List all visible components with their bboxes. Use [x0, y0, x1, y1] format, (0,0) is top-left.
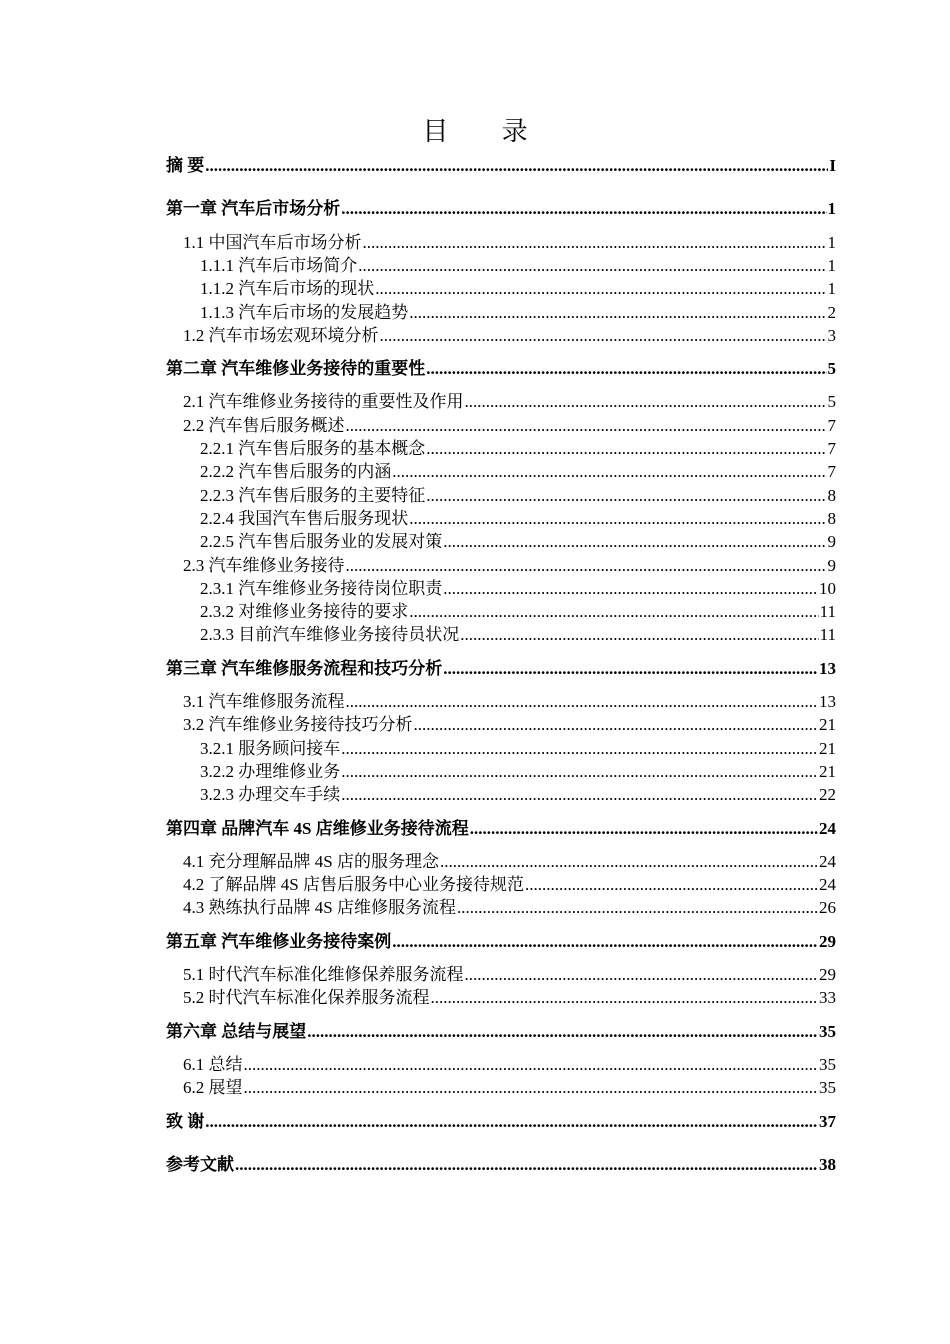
toc-page-number: 1 [827, 232, 836, 252]
toc-page-number: 29 [819, 931, 836, 951]
toc-page-number: 11 [819, 625, 836, 645]
toc-page-number: 38 [819, 1154, 836, 1174]
toc-dot-leader [341, 197, 826, 220]
toc-dot-leader [346, 414, 827, 437]
toc-dot-leader [341, 760, 818, 783]
toc-page-number: 21 [819, 715, 836, 735]
toc-section-entry[interactable] [183, 1053, 836, 1076]
toc-section-entry[interactable] [183, 986, 836, 1009]
toc-page-number: 9 [827, 555, 836, 575]
toc-dot-leader [470, 817, 818, 840]
toc-entry-label: 2.3 汽车维修业务接待 [183, 555, 345, 575]
toc-entry-label: 2.3.3 目前汽车维修业务接待员状况 [200, 625, 460, 645]
toc-page-number: I [829, 156, 836, 175]
toc-section-entry[interactable] [183, 896, 836, 919]
toc-dot-leader [307, 1020, 818, 1043]
toc-dot-leader [409, 507, 826, 530]
toc-entry-label: 1.1.1 汽车后市场简介 [200, 255, 358, 275]
toc-page-number: 1 [827, 255, 836, 275]
toc-dot-leader [341, 783, 818, 806]
toc-section-entry[interactable] [200, 577, 836, 600]
toc-entry-label: 1.1.2 汽车后市场的现状 [200, 279, 375, 299]
toc-section-entry[interactable] [200, 301, 836, 324]
toc-entry-label: 3.2.3 办理交车手续 [200, 785, 341, 805]
toc-chapter-entry[interactable] [166, 1020, 836, 1043]
toc-entry-label: 第四章 品牌汽车 4S 店维修业务接待流程 [166, 818, 469, 838]
toc-entry-label: 4.3 熟练执行品牌 4S 店维修服务流程 [183, 898, 456, 918]
toc-section-entry[interactable] [200, 623, 836, 646]
toc-section-entry[interactable] [183, 231, 836, 254]
toc-dot-leader [426, 437, 826, 460]
toc-dot-leader [525, 873, 818, 896]
toc-page-number: 35 [819, 1054, 836, 1074]
toc-dot-leader [426, 484, 826, 507]
toc-page-number: 10 [819, 578, 836, 598]
toc-page-number: 7 [827, 462, 836, 482]
toc-page-number: 13 [819, 658, 836, 678]
toc-dot-leader [363, 231, 827, 254]
toc-dot-leader [414, 713, 819, 736]
toc-page-number: 24 [819, 875, 836, 895]
toc-entry-label: 2.2.4 我国汽车售后服务现状 [200, 508, 409, 528]
toc-dot-leader [380, 324, 827, 347]
toc-entry-label: 1.2 汽车市场宏观环境分析 [183, 325, 379, 345]
toc-page-number: 1 [827, 279, 836, 299]
toc-entry-label: 1.1 中国汽车后市场分析 [183, 232, 362, 252]
toc-dot-leader [244, 1053, 819, 1076]
toc-section-entry[interactable] [200, 530, 836, 553]
toc-dot-leader [244, 1076, 819, 1099]
toc-entry-label: 摘 要 [166, 156, 205, 175]
toc-dot-leader [431, 986, 819, 1009]
toc-chapter-entry[interactable] [166, 657, 836, 680]
toc-section-entry[interactable] [200, 600, 836, 623]
toc-entry-label: 第五章 汽车维修业务接待案例 [166, 931, 392, 951]
toc-section-entry[interactable] [183, 850, 836, 873]
toc-dot-leader [346, 690, 819, 713]
toc-section-entry[interactable] [183, 873, 836, 896]
toc-entry-label: 2.2.3 汽车售后服务的主要特征 [200, 485, 426, 505]
toc-entry-label: 6.1 总结 [183, 1054, 243, 1074]
toc-page-number: 37 [819, 1111, 836, 1131]
toc-section-entry[interactable] [183, 690, 836, 713]
toc-dot-leader [358, 254, 826, 277]
toc-dot-leader [465, 390, 827, 413]
toc-entry-label: 致 谢 [166, 1111, 205, 1131]
toc-entry-label: 参考文献 [166, 1154, 234, 1174]
toc-section-entry[interactable] [183, 414, 836, 437]
toc-section-entry[interactable] [183, 1076, 836, 1099]
toc-entry-label: 第一章 汽车后市场分析 [166, 199, 341, 219]
toc-section-entry[interactable] [183, 713, 836, 736]
toc-entry-label: 2.3.2 对维修业务接待的要求 [200, 602, 409, 622]
toc-entry-label: 6.2 展望 [183, 1078, 243, 1098]
toc-dot-leader [392, 930, 818, 953]
toc-dot-leader [235, 1153, 818, 1176]
toc-dot-leader [443, 657, 818, 680]
toc-entry-label: 第二章 汽车维修业务接待的重要性 [166, 359, 426, 379]
toc-page-number: 22 [819, 785, 836, 805]
toc-entry-label: 2.2 汽车售后服务概述 [183, 415, 345, 435]
toc-section-entry[interactable] [200, 437, 836, 460]
toc-dot-leader [443, 577, 818, 600]
page-title: 目 录 [422, 117, 552, 146]
toc-page-number: 21 [819, 738, 836, 758]
toc-chapter-entry[interactable] [166, 1153, 836, 1176]
toc-section-entry[interactable] [200, 460, 836, 483]
toc-chapter-entry[interactable] [166, 930, 836, 953]
toc-section-entry[interactable] [183, 324, 836, 347]
toc-page-number: 3 [827, 325, 836, 345]
toc-entry-label: 3.2.2 办理维修业务 [200, 761, 341, 781]
toc-entry-label: 4.2 了解品牌 4S 店售后服务中心业务接待规范 [183, 875, 524, 895]
toc-dot-leader [346, 554, 827, 577]
toc-entry-label: 2.2.2 汽车售后服务的内涵 [200, 462, 392, 482]
toc-page-number: 21 [819, 761, 836, 781]
toc-chapter-entry[interactable] [166, 357, 836, 380]
toc-entry-label: 4.1 充分理解品牌 4S 店的服务理念 [183, 851, 439, 871]
toc-chapter-entry[interactable] [166, 1110, 836, 1133]
toc-chapter-entry[interactable] [166, 154, 836, 177]
toc-entry-label: 3.1 汽车维修服务流程 [183, 692, 345, 711]
toc-section-entry[interactable] [183, 554, 836, 577]
toc-dot-leader [465, 963, 819, 986]
toc-entry-label: 2.2.5 汽车售后服务业的发展对策 [200, 532, 443, 552]
toc-page-number: 8 [827, 508, 836, 528]
toc-page-number: 9 [827, 532, 836, 552]
toc-dot-leader [440, 850, 818, 873]
toc-page-number: 24 [819, 851, 836, 871]
toc-dot-leader [409, 600, 818, 623]
toc-page-number: 24 [819, 818, 836, 838]
toc-page-number: 7 [827, 439, 836, 458]
toc-page-number: 7 [827, 415, 836, 435]
toc-section-entry[interactable] [200, 277, 836, 300]
toc-section-entry[interactable] [200, 254, 836, 277]
toc-entry-label: 第三章 汽车维修服务流程和技巧分析 [166, 658, 443, 678]
toc-dot-leader [375, 277, 826, 300]
toc-section-entry[interactable] [183, 963, 836, 986]
toc-entry-label: 第六章 总结与展望 [166, 1021, 307, 1041]
toc-section-entry[interactable] [183, 390, 836, 413]
toc-page-number: 26 [819, 898, 836, 918]
toc-section-entry[interactable] [200, 737, 836, 760]
toc-dot-leader [409, 301, 826, 324]
toc-section-entry[interactable] [200, 783, 836, 806]
toc-dot-leader [341, 737, 818, 760]
toc-entry-label: 2.1 汽车维修业务接待的重要性及作用 [183, 392, 464, 412]
toc-entry-label: 5.2 时代汽车标准化保养服务流程 [183, 988, 430, 1008]
toc-section-entry[interactable] [200, 760, 836, 783]
toc-entry-label: 1.1.3 汽车后市场的发展趋势 [200, 302, 409, 322]
toc-page-number: 35 [819, 1078, 836, 1098]
toc-page-number: 33 [819, 988, 836, 1008]
toc-chapter-entry[interactable] [166, 197, 836, 220]
toc-dot-leader [443, 530, 826, 553]
toc-section-entry[interactable] [200, 484, 836, 507]
toc-dot-leader [426, 357, 826, 380]
toc-dot-leader [457, 896, 818, 919]
toc-section-entry[interactable] [200, 507, 836, 530]
toc-chapter-entry[interactable] [166, 817, 836, 840]
toc-entry-label: 3.2 汽车维修业务接待技巧分析 [183, 715, 413, 735]
toc-page-number: 5 [827, 392, 836, 412]
toc-page-number: 13 [819, 692, 836, 711]
toc-entry-label: 2.2.1 汽车售后服务的基本概念 [200, 439, 426, 458]
toc-page-number: 5 [827, 359, 836, 379]
toc-page-number: 29 [819, 965, 836, 984]
toc-entry-label: 3.2.1 服务顾问接车 [200, 738, 341, 758]
toc-page-number: 8 [827, 485, 836, 505]
toc-page-number: 2 [827, 302, 836, 322]
toc-page-number: 35 [819, 1021, 836, 1041]
toc-dot-leader [460, 623, 818, 646]
toc-dot-leader [392, 460, 826, 483]
toc-dot-leader [205, 1110, 818, 1133]
toc-entry-label: 5.1 时代汽车标准化维修保养服务流程 [183, 965, 464, 984]
toc-entry-label: 2.3.1 汽车维修业务接待岗位职责 [200, 578, 443, 598]
toc-page-number: 11 [819, 602, 836, 622]
toc-dot-leader [205, 154, 828, 177]
toc-page-number: 1 [827, 199, 836, 219]
